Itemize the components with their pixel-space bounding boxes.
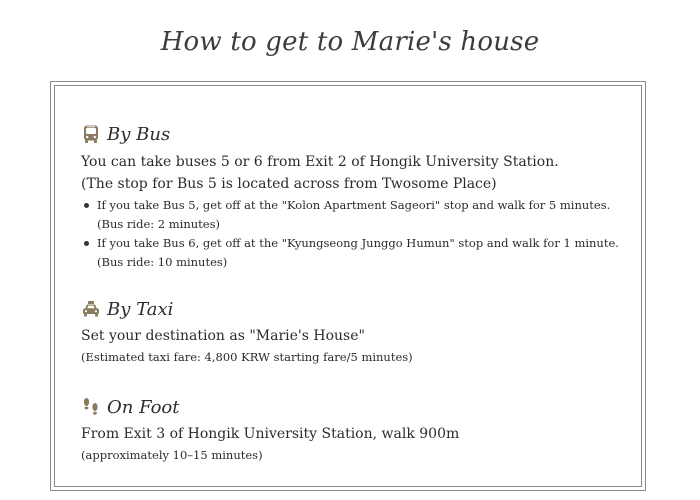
taxi-icon xyxy=(81,299,101,319)
taxi-fare-note: (Estimated taxi fare: 4,800 KRW starting fare/5 minutes) xyxy=(81,350,413,364)
bus-6-ride-time: (Bus ride: 10 minutes) xyxy=(97,255,228,269)
page-title: How to get to Marie's house xyxy=(160,27,540,57)
bus-section-title: By Bus xyxy=(107,123,171,145)
foot-line-1: From Exit 3 of Hongik University Station, walk 900m xyxy=(81,426,460,442)
directions-frame xyxy=(50,81,646,491)
foot-section xyxy=(81,394,625,465)
bus-5-instruction: If you take Bus 5, get off at the "Kolon Apartment Sageori" stop and walk for 5 minutes. xyxy=(97,198,611,212)
bus-bullet-6 xyxy=(81,234,625,272)
bus-icon xyxy=(81,124,101,144)
bus-line-2: (The stop for Bus 5 is located across from Twosome Place) xyxy=(81,176,497,192)
bus-6-instruction: If you take Bus 6, get off at the "Kyungseong Junggo Humun" stop and walk for 1 minute. xyxy=(97,236,619,250)
bus-line-1: You can take buses 5 or 6 from Exit 2 of Hongik University Station. xyxy=(81,154,559,170)
foot-section-title: On Foot xyxy=(107,396,180,418)
foot-time-note: (approximately 10–15 minutes) xyxy=(81,448,263,462)
taxi-section xyxy=(81,296,625,367)
bus-5-ride-time: (Bus ride: 2 minutes) xyxy=(97,217,220,231)
footprints-icon xyxy=(81,397,101,417)
bus-section xyxy=(81,121,625,272)
taxi-line-1: Set your destination as "Marie's House" xyxy=(81,328,365,344)
bus-bullet-5 xyxy=(81,196,625,234)
taxi-section-title: By Taxi xyxy=(107,298,174,320)
